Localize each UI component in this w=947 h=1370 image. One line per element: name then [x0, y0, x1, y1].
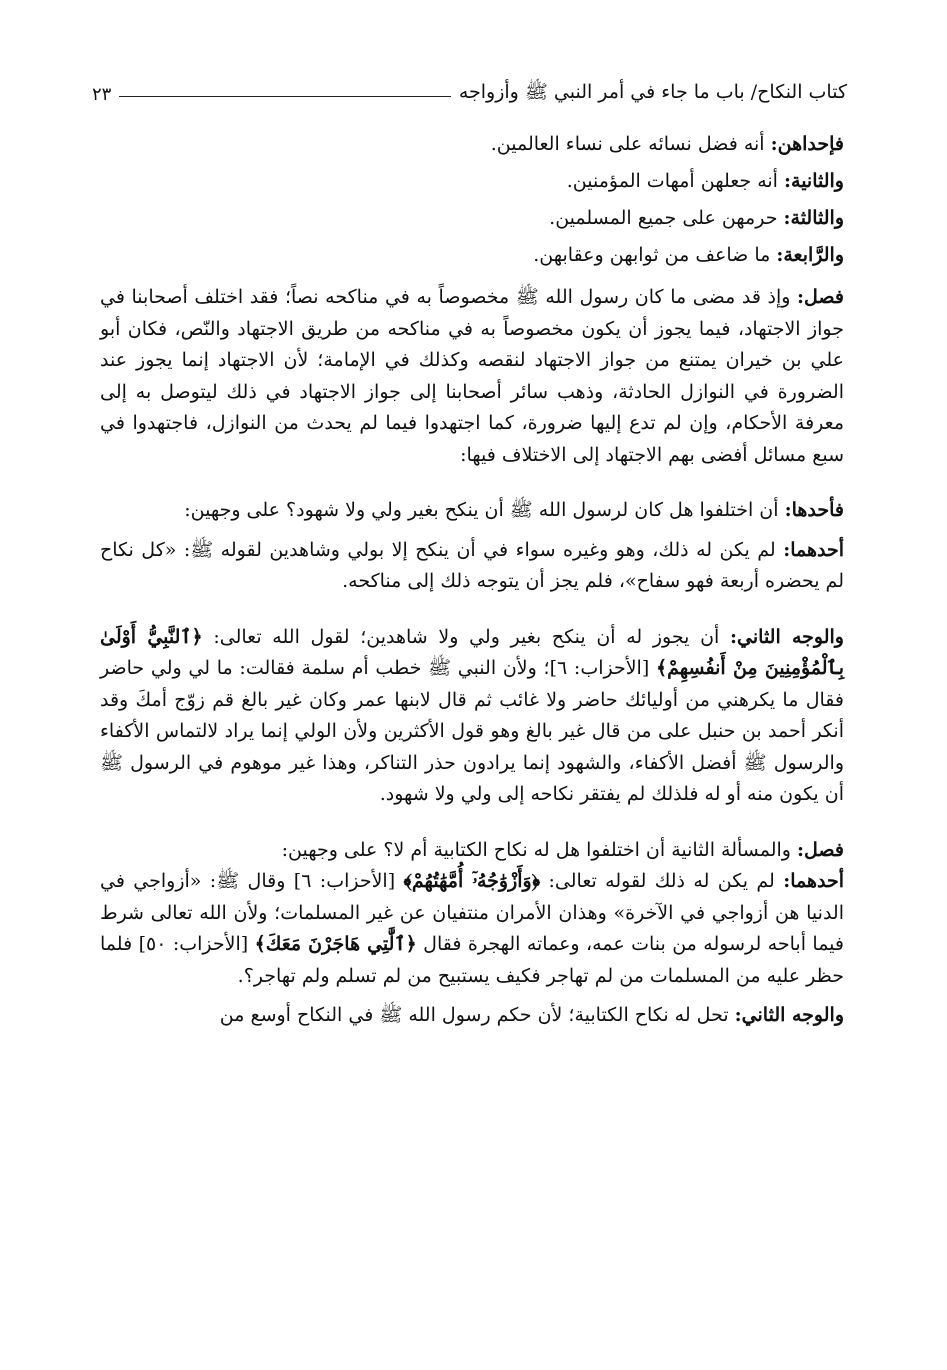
paragraph-lead: فصل:: [797, 838, 844, 861]
list-item-lead: والثالثة:: [783, 207, 844, 229]
paragraph-lead: فأحدها:: [784, 499, 844, 521]
paragraph-lead: أحدهما:: [783, 870, 845, 892]
paragraph-view-3: [100, 866, 844, 992]
list-item-text: أنه جعلهن أمهات المؤمنين.: [566, 170, 784, 192]
paragraph-text: وإذ قد مضى ما كان رسول الله ﷺ مخصوصاً به في مناكحه نصاً؛ فقد اختلف أصحابنا في جواز الاجتهاد، فيما يجوز أن يكون مخصوصاً به في مناكحه من طريق الاجتهاد والنّص، فكان أبو علي بن خيران يمتنع من جواز الاجتهاد لنقصه وكذلك في الإمامة؛ لأن الاجتهاد إنما يجوز عند الضرورة في النوازل الحادثة، وذهب سائر أصحابنا إلى جواز الاجتهاد في ذلك ليتوصل به إلى معرفة الأحكام، وإن لم تدع إليها ضرورة، كما اجتهدوا فيما لم يحدث من النوازل، فاجتهدوا في سبع مسائل أفضى بهم الاجتهاد إلى الاختلاف فيها:: [100, 286, 844, 466]
list-item: [100, 126, 844, 163]
list-item-lead: والثانية:: [784, 170, 844, 192]
quran-verse: ﴿ٱلَّٰتِي هَاجَرْنَ مَعَكَ﴾: [254, 933, 417, 955]
list-item-text: أنه فضل نسائه على نساء العالمين.: [490, 133, 771, 155]
list-item-lead: والرَّابعة:: [776, 244, 844, 266]
paragraph-text: أن يجوز له أن ينكح بغير ولي ولا شاهدين؛ لقول الله تعالى:: [202, 625, 731, 648]
paragraph-view-4: [100, 1000, 844, 1032]
paragraph-fasl-2: [100, 835, 844, 867]
paragraph-text: تحل له نكاح الكتابية؛ لأن حكم رسول الله ﷺ في النكاح أوسع من: [219, 1004, 735, 1026]
paragraph-lead: أحدهما:: [783, 538, 844, 561]
list-item-lead: فإحداهن:: [770, 133, 844, 155]
paragraph-text: [الأحزاب: ٦] وقال ﷺ: «أزواجي في الدنيا هن أزواجي في الآخرة» وهذان الأمران منتفيان عن غير المسلمات؛ ولأن الله تعالى شرط فيما أباحه لرسوله من بنات عمه، وعماته الهجرة فقال: [100, 870, 845, 955]
paragraph-text: والمسألة الثانية أن اختلفوا هل له نكاح الكتابية أم لا؟ على وجهين:: [281, 838, 798, 861]
enumeration-list: [100, 126, 844, 274]
quran-verse: ﴿وَأَزْوَٰجُهُۥٓ أُمَّهَٰتُهُمْ﴾: [403, 870, 541, 892]
paragraph-text: لم يكن له ذلك لقوله تعالى:: [540, 870, 784, 892]
header-rule: [119, 96, 451, 97]
running-header: [92, 74, 847, 114]
paragraph-lead: والوجه الثاني:: [730, 625, 844, 648]
page-number: ٢٣: [92, 83, 112, 105]
list-item: [100, 200, 844, 237]
page-content: [100, 126, 844, 1032]
paragraph-text: أن اختلفوا هل كان لرسول الله ﷺ أن ينكح بغير ولي ولا شهود؟ على وجهين:: [184, 499, 785, 521]
paragraph-text: [الأحزاب: ٥٠] فلما حظر عليه من المسلمات من لم تهاجر فكيف يستبيح من لم تسلم ولم تهاجر؟.: [100, 933, 844, 987]
list-item: [100, 237, 844, 274]
header-title: كتاب النكاح/ باب ما جاء في أمر النبي ﷺ وأزواجه: [458, 81, 847, 103]
list-item-text: حرمهن على جميع المسلمين.: [549, 207, 784, 229]
paragraph-lead: فصل:: [797, 286, 844, 308]
paragraph-lead: والوجه الثاني:: [734, 1004, 844, 1026]
paragraph-fasl-1: [100, 282, 844, 471]
paragraph-view-2: [100, 622, 844, 811]
paragraph-text: [الأحزاب: ٦]؛ ولأن النبي ﷺ خطب أم سلمة فقالت: ما لي ولي حاضر فقال ما يكرهني من أوليائك حاضر ولا غائب ثم قال لابنها عمر وكان غير بالغ قم زوّج أمكَ وقد أنكر أحمد بن حنبل على من قال غير بالغ وهو قول الأكثرين ولأن الولي إنما يراد لالتماس الأكفاء والرسول ﷺ أفضل الأكفاء، والشهود إنما يرادون حذر التناكر، وهذا غير موهوم في الرسول ﷺ أن يكون منه أو له فلذلك لم يفتقر نكاحه إلى ولي ولا شهود.: [100, 657, 844, 805]
list-item: [100, 163, 844, 200]
paragraph-question-1: [100, 495, 844, 527]
list-item-text: ما ضاعف من ثوابهن وعقابهن.: [533, 244, 777, 266]
paragraph-view-1: [100, 535, 844, 598]
paragraph-text: لم يكن له ذلك، وهو وغيره سواء في أن ينكح إلا بولي وشاهدين لقوله ﷺ: «كل نكاح لم يحضره أربعة فهو سفاح»، فلم يجز أن يتوجه ذلك إلى مناكحه.: [100, 538, 844, 592]
quran-verse: ﴿ٱلنَّبِيُّ أَوْلَىٰ بِٱلْمُؤْمِنِينَ مِنْ أَنفُسِهِمْ﴾: [100, 625, 845, 679]
